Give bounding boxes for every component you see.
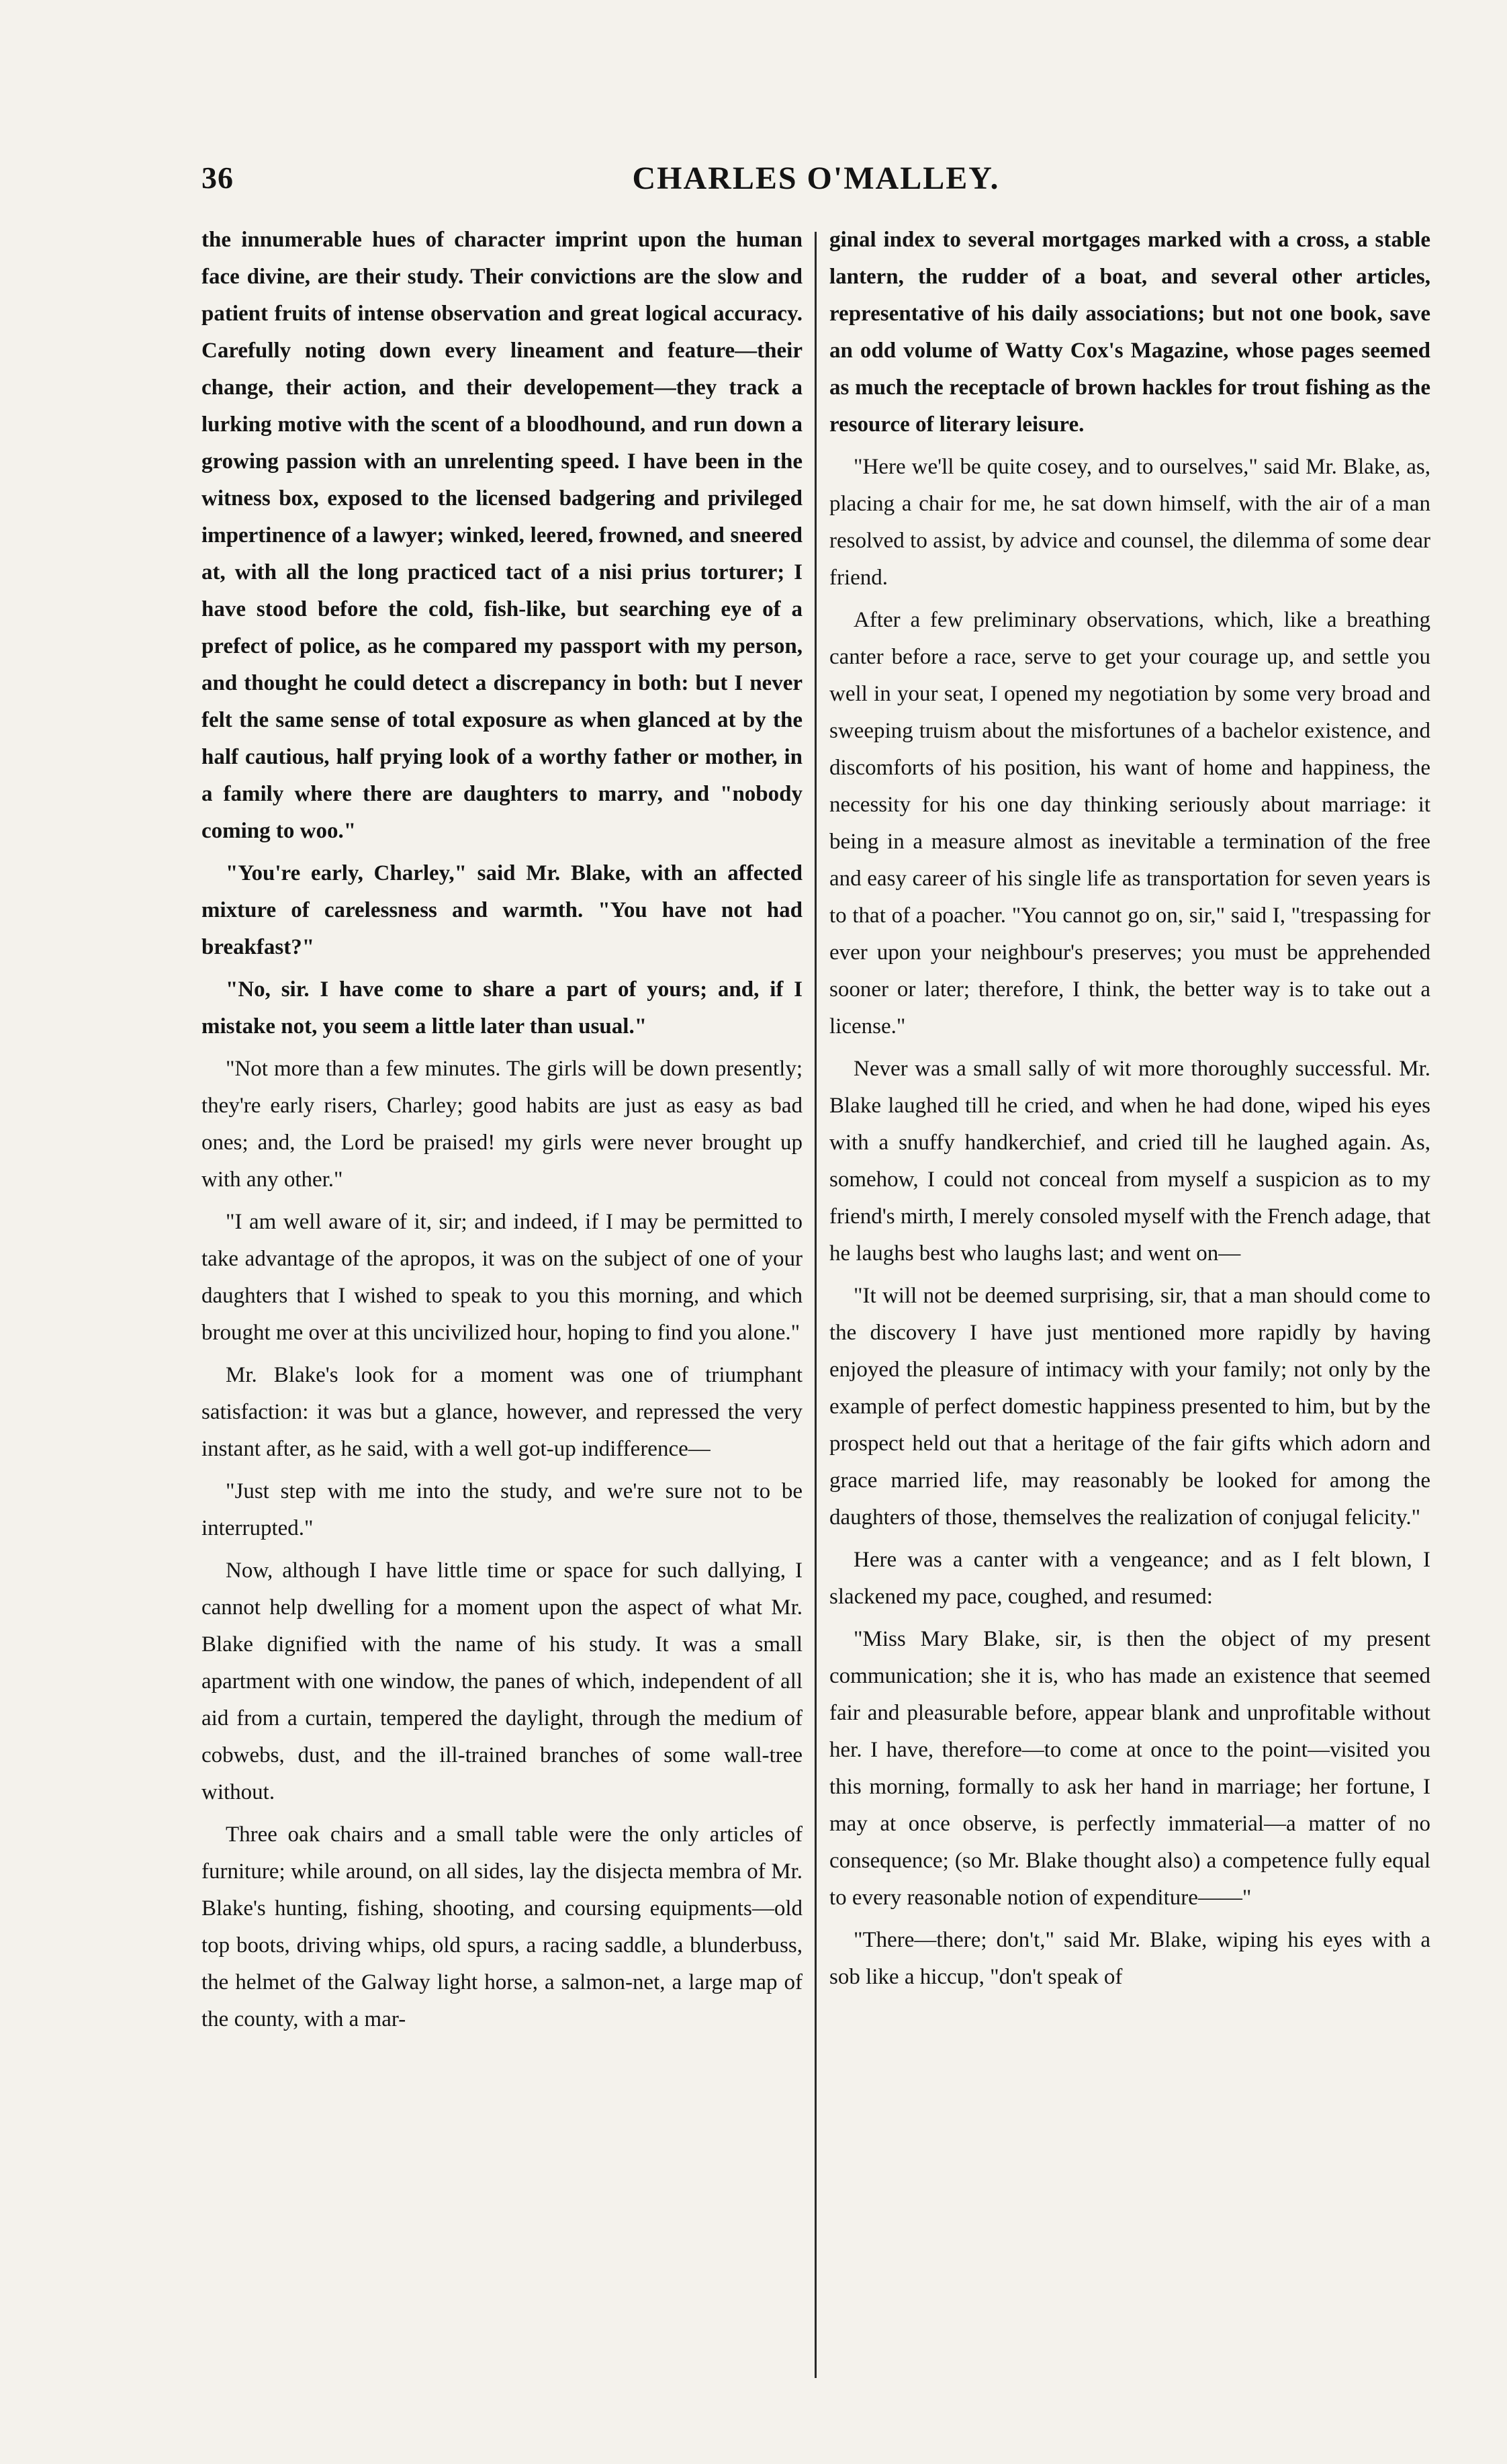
paragraph: "You're early, Charley," said Mr. Blake, with an affected mixture of carelessness and warmth. "You have not had breakfast?" [201,861,803,959]
paragraph: "Here we'll be quite cosey, and to ourselves," said Mr. Blake, as, placing a chair for me, he sat down himself, with the air of a man resolved to assist, by advice and counsel, the dilemma of some dear friend. [829,455,1430,590]
paragraph: "It will not be deemed surprising, sir, that a man should come to the discovery I have just mentioned more rapidly by having enjoyed the pleasure of intimacy with your family; not only by the example of perfect domestic happiness presented to him, but by the prospect held out that a heritage of the fair gifts which adorn and grace married life, may reasonably be looked for among the daughters of those, themselves the realization of conjugal felicity." [829,1284,1430,1530]
paragraph: After a few preliminary observations, which, like a breathing canter before a race, serve to get your courage up, and settle you well in your seat, I opened my negotiation by some very broad and sweeping truism about the misfortunes of a bachelor existence, and discomforts of his position, his want of home and happiness, the necessity for his one day thinking seriously about marriage: it being in a measure almost as inevitable a termination of the free and easy career of his single life as transportation for seven years is to that of a poacher. "You cannot go on, sir," said I, "trespassing for ever upon your neighbour's preserves; you must be apprehended sooner or later; therefore, I think, the better way is to take out a license." [829,608,1430,1039]
page-header [201,160,1430,207]
text-columns [201,222,1430,2405]
left-column [201,222,803,2405]
paragraph: "There—there; don't," said Mr. Blake, wiping his eyes with a sob like a hiccup, "don't speak of [829,1928,1430,1989]
paragraph: "I am well aware of it, sir; and indeed, if I may be permitted to take advantage of the apropos, it was on the subject of one of your daughters that I wished to speak to you this morning, and which brought me over at this uncivilized hour, hoping to find you alone." [201,1210,803,1345]
page-number: 36 [201,161,234,195]
paragraph: "Not more than a few minutes. The girls will be down presently; they're early risers, Charley; good habits are just as easy as bad ones; and, the Lord be praised! my girls were never brought up with any other." [201,1057,803,1192]
paragraph: Never was a small sally of wit more thoroughly successful. Mr. Blake laughed till he cried, and when he had done, wiped his eyes with a snuffy handkerchief, and cried till he laughed again. As, somehow, I could not conceal from myself a suspicion as to my friend's mirth, I merely consoled myself with the French adage, that he laughs best who laughs last; and went on— [829,1057,1430,1266]
paragraph: Mr. Blake's look for a moment was one of triumphant satisfaction: it was but a glance, however, and repressed the very instant after, as he said, with a well got-up indifference— [201,1363,803,1461]
paragraph: Now, although I have little time or space for such dallying, I cannot help dwelling for a moment upon the aspect of what Mr. Blake dignified with the name of his study. It was a small apartment with one window, the panes of which, independent of all aid from a curtain, tempered the daylight, through the medium of cobwebs, dust, and the ill-trained branches of some wall-tree without. [201,1558,803,1804]
paragraph: "Miss Mary Blake, sir, is then the object of my present communication; she it is, who has made an existence that seemed fair and pleasurable before, appear blank and unprofitable without her. I have, therefore—to come at once to the point—visited you this morning, formally to ask her hand in marriage; her fortune, I may at once observe, is perfectly immaterial—a matter of no consequence; (so Mr. Blake thought also) a competence fully equal to every reasonable notion of expenditure——" [829,1627,1430,1910]
paragraph: the innumerable hues of character imprint upon the human face divine, are their study. Their convictions are the slow and patient fruits of intense observation and great logical accuracy. Carefully noting down every lineament and feature—their change, their action, and their developement—they track a lurking motive with the scent of a bloodhound, and run down a growing passion with an unrelenting speed. I have been in the witness box, exposed to the licensed badgering and privileged impertinence of a lawyer; winked, leered, frowned, and sneered at, with all the long practiced tact of a nisi prius torturer; I have stood before the cold, fish-like, but searching eye of a prefect of police, as he compared my passport with my person, and thought he could detect a discrepancy in both: but I never felt the same sense of total exposure as when glanced at by the half cautious, half prying look of a worthy father or mother, in a family where there are daughters to marry, and "nobody coming to woo." [201,228,803,843]
paragraph: "Just step with me into the study, and we're sure not to be interrupted." [201,1479,803,1540]
paragraph: Three oak chairs and a small table were the only articles of furniture; while around, on all sides, lay the disjecta membra of Mr. Blake's hunting, fishing, shooting, and coursing equipments—old top boots, driving whips, old spurs, a racing saddle, a blunderbuss, the helmet of the Galway light horse, a salmon-net, a large map of the county, with a mar- [201,1822,803,2031]
right-column [829,222,1430,2405]
paragraph: Here was a canter with a vengeance; and as I felt blown, I slackened my pace, coughed, and resumed: [829,1548,1430,1609]
paragraph: "No, sir. I have come to share a part of yours; and, if I mistake not, you seem a little later than usual." [201,977,803,1039]
paragraph: ginal index to several mortgages marked with a cross, a stable lantern, the rudder of a boat, and several other articles, representative of his daily associations; but not one book, save an odd volume of Watty Cox's Magazine, whose pages seemed as much the receptacle of brown hackles for trout fishing as the resource of literary leisure. [829,228,1430,437]
running-title: CHARLES O'MALLEY. [632,161,1000,196]
